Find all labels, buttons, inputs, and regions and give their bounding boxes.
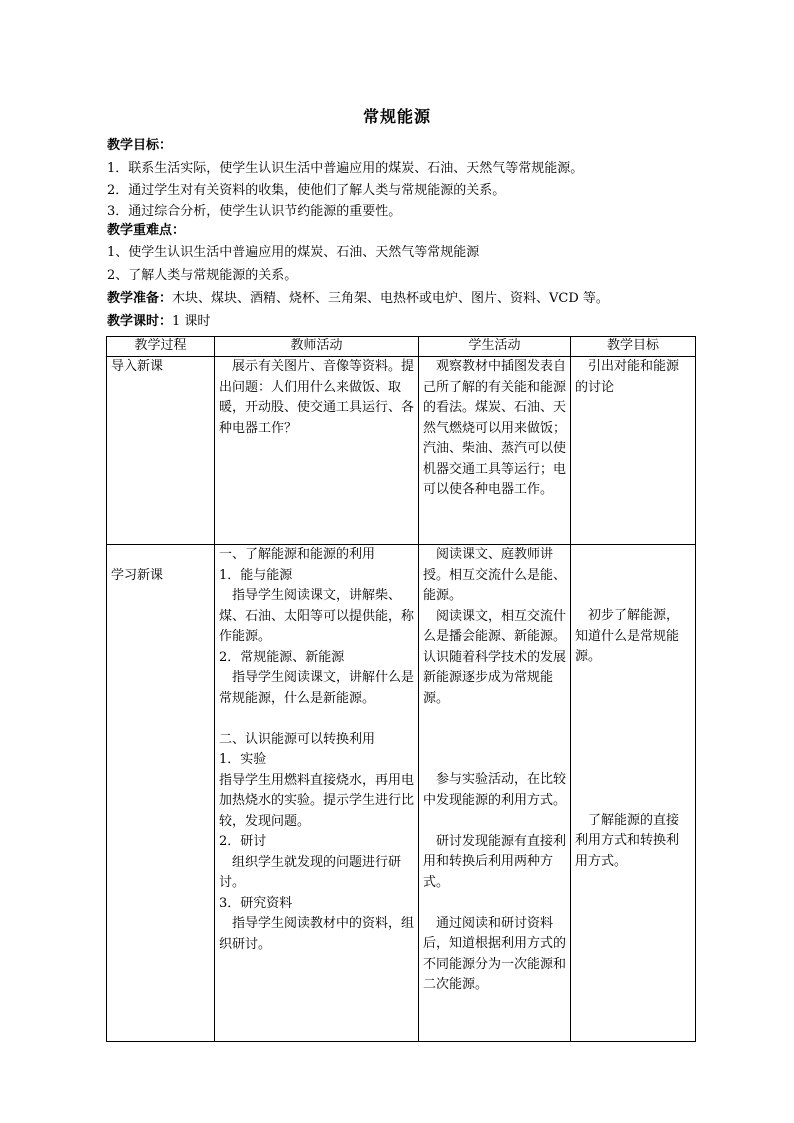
- teacher-cell: [215, 357, 419, 545]
- objective-item: 1．联系生活实际，使学生认识生活中普遍应用的煤炭、石油、天然气等常规能源。: [107, 161, 584, 176]
- stage-label: 导入新课: [111, 359, 164, 374]
- teacher-activity: 展示有关图片、音像等资料。提出问题：人们用什么来做饭、取暖，开动股、使交通工具运行、各种电器工作？: [219, 359, 415, 436]
- period-label: 教学课时：: [107, 314, 173, 329]
- teacher-activity: 指导学生用燃料直接烧水，再用电加热烧水的实验。提示学生进行比较，发现问题。: [219, 772, 415, 829]
- header-teacher: 教师活动: [215, 337, 419, 357]
- page-title: 常规能源: [362, 107, 431, 126]
- header-goal: 教学目标: [571, 337, 696, 357]
- preparation-text: 木块、煤块、酒精、烧杯、三角架、电热杯或电炉、图片、资料、VCD 等。: [172, 291, 609, 306]
- teacher-activity: 2．常规能源、新能源: [219, 649, 345, 665]
- student-activity: 研讨发现能源有直接利用和转换后利用两种方式。: [423, 833, 567, 890]
- stage-cell: [107, 357, 215, 545]
- student-activity: 观察教材中插图发表自己所了解的有关能和能源的看法。煤炭、石油、天然气燃烧可以用来做饭；汽油、柴油、蒸汽可以使机器交通工具等运行；电可以使各种电器工作。: [423, 359, 567, 497]
- student-activity: 阅读课文、庭教师讲授。相互交流什么是能、能源。: [423, 547, 567, 603]
- key-points-heading: 教学重难点：: [107, 223, 186, 238]
- key-point-item: 2、了解人类与常规能源的关系。: [107, 268, 298, 283]
- teacher-cell: [215, 545, 419, 1042]
- teaching-goal: 引出对能和能源的讨论: [575, 359, 680, 395]
- table-row: [107, 545, 696, 1042]
- table-header-row: [107, 337, 696, 357]
- stage-label: 学习新课: [111, 567, 164, 583]
- teacher-activity: 二、认识能源可以转换利用: [219, 731, 376, 747]
- objective-item: 2．通过学生对有关资料的收集，使他们了解人类与常规能源的关系。: [107, 183, 506, 198]
- goal-cell: [571, 357, 696, 545]
- stage-cell: [107, 545, 215, 1042]
- objective-item: 3．通过综合分析，使学生认识节约能源的重要性。: [107, 204, 402, 219]
- teacher-activity: 1．能与能源: [219, 567, 293, 583]
- teacher-activity: 组织学生就发现的问题进行研讨。: [219, 854, 402, 890]
- table-row: [107, 357, 696, 545]
- teacher-activity: 指导学生阅读课文，讲解什么是常规能源，什么是新能源。: [219, 670, 415, 706]
- student-activity: 参与实验活动，在比较中发现能源的利用方式。: [423, 772, 567, 808]
- teacher-activity: 1．实验: [219, 752, 267, 767]
- goal-cell: [571, 545, 696, 1042]
- teacher-activity: 一、了解能源和能源的利用: [219, 547, 376, 562]
- lesson-plan-table: [106, 336, 696, 1042]
- preparation-label: 教学准备：: [107, 291, 173, 306]
- period-line: [107, 313, 210, 331]
- student-activity: 阅读课文，相互交流什么是播会能源、新能源。认识随着科学技术的发展新能源逐步成为常规能源。: [423, 608, 567, 706]
- student-activity: 通过阅读和研讨资料后，知道根据利用方式的不同能源分为一次能源和二次能源。: [423, 915, 567, 992]
- student-cell: [419, 357, 571, 545]
- teacher-activity: 3．研究资料: [219, 895, 293, 911]
- header-student: 学生活动: [419, 337, 571, 357]
- header-stage: 教学过程: [107, 337, 215, 357]
- period-text: 1 课时: [172, 314, 211, 329]
- key-point-item: 1、使学生认识生活中普遍应用的煤炭、石油、天然气等常规能源: [107, 245, 480, 260]
- preparation-line: [107, 290, 609, 308]
- teacher-activity: 指导学生阅读教材中的资料，组织研讨。: [219, 916, 415, 952]
- student-cell: [419, 545, 571, 1042]
- objectives-heading: 教学目标：: [107, 138, 173, 153]
- teaching-goal: 初步了解能源，知道什么是常规能源。: [575, 608, 680, 664]
- teaching-goal: 了解能源的直接利用方式和转换利用方式。: [575, 812, 680, 869]
- teacher-activity: 指导学生阅读课文，讲解柴、煤、石油、太阳等可以提供能，称作能源。: [219, 588, 415, 644]
- teacher-activity: 2．研讨: [219, 834, 267, 849]
